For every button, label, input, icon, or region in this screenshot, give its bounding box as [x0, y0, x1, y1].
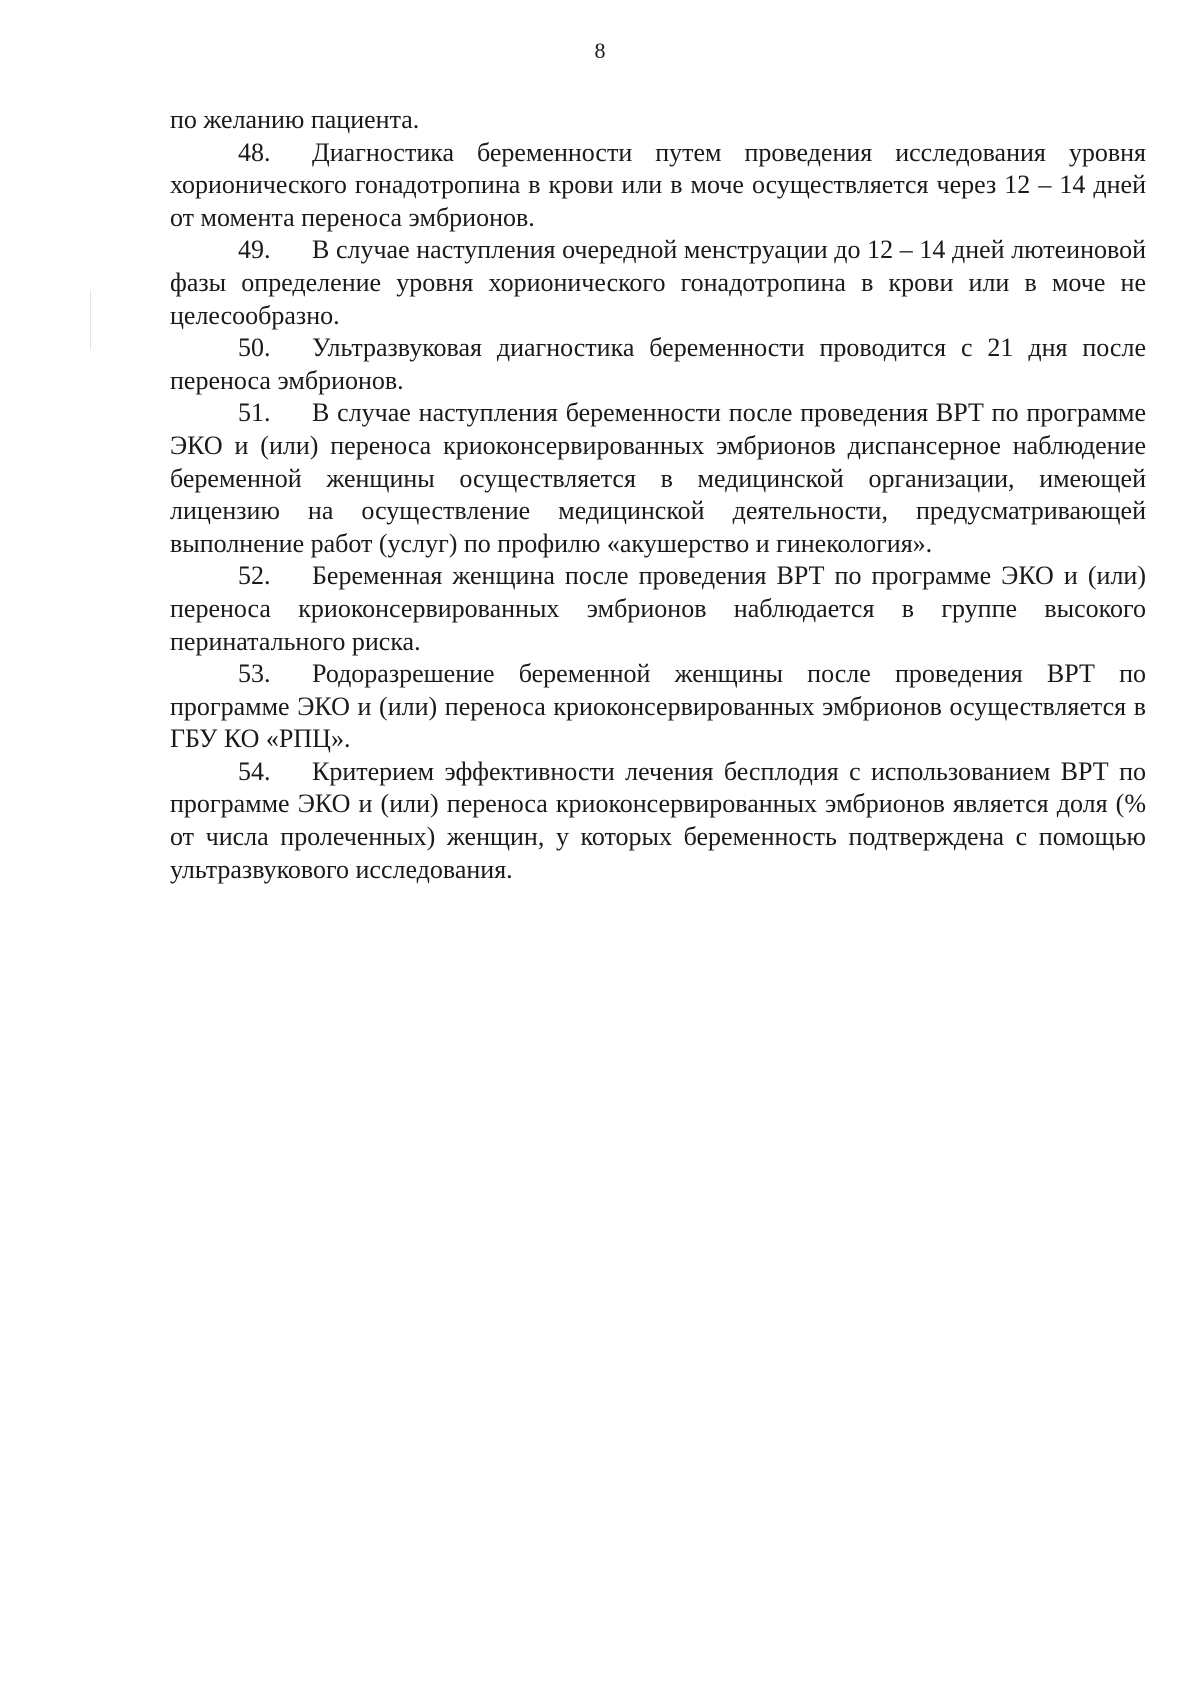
item-51	[170, 397, 1146, 560]
item-text: Беременная женщина после проведения ВРТ по программе ЭКО и (или) переноса криоконсервированных эмбрионов наблюдается в группе высокого перинатального риска.	[170, 561, 1146, 656]
item-text: Критерием эффективности лечения бесплодия с использованием ВРТ по программе ЭКО и (или) переноса криоконсервированных эмбрионов является доля (% от числа пролеченных) женщин, у которых беременность подтверждена с помощью ультразвукового исследования.	[170, 756, 1146, 884]
item-52	[170, 560, 1146, 658]
document-body	[170, 104, 1146, 886]
item-number: 48.	[238, 137, 271, 167]
page-number: 8	[594, 38, 606, 63]
item-text: Родоразрешение беременной женщины после проведения ВРТ по программе ЭКО и (или) переноса криоконсервированных эмбрионов осуществляется в ГБУ КО «РПЦ».	[170, 659, 1146, 754]
item-text: В случае наступления очередной менструации до 12 – 14 дней лютеиновой фазы определение уровня хорионического гонадотропина в крови или в моче не целесообразно.	[170, 235, 1146, 330]
item-number: 52.	[238, 561, 271, 591]
item-number: 54.	[238, 756, 271, 786]
scan-margin-mark	[90, 290, 91, 350]
item-number: 50.	[238, 333, 271, 363]
item-50	[170, 332, 1146, 397]
continuation-paragraph: по желанию пациента.	[170, 105, 420, 134]
item-number: 49.	[238, 235, 271, 265]
item-53	[170, 658, 1146, 756]
item-text: Ультразвуковая диагностика беременности проводится с 21 дня после переноса эмбрионов.	[170, 333, 1146, 395]
item-48	[170, 137, 1146, 235]
item-49	[170, 234, 1146, 332]
item-54	[170, 756, 1146, 886]
item-text: Диагностика беременности путем проведения исследования уровня хорионического гонадотропина в крови или в моче осуществляется через 12 – 14 дней от момента переноса эмбрионов.	[170, 137, 1146, 232]
item-number: 51.	[238, 398, 271, 428]
item-number: 53.	[238, 659, 271, 689]
item-text: В случае наступления беременности после проведения ВРТ по программе ЭКО и (или) переноса криоконсервированных эмбрионов диспансерное наблюдение беременной женщины осуществляется в медицинской организации, имеющей лицензию на осуществление медицинской деятельности, предусматривающей выполнение работ (услуг) по профилю «акушерство и гинекология».	[170, 398, 1146, 558]
